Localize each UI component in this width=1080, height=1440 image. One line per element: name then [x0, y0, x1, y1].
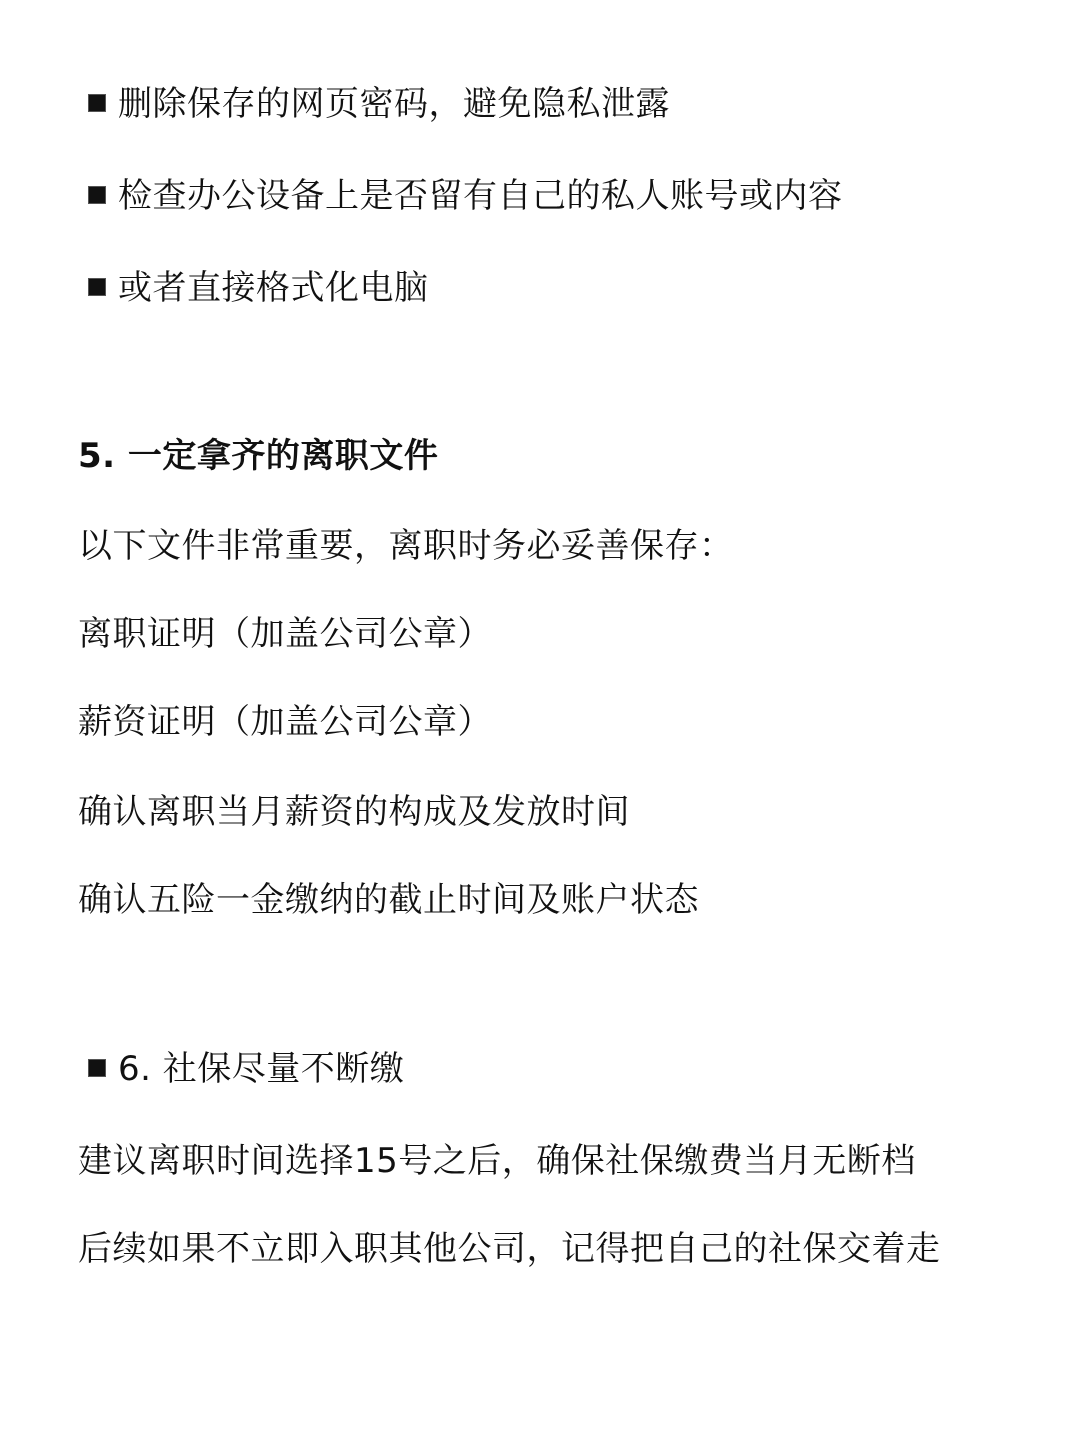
section-6-heading: [88, 1047, 1020, 1091]
section-6-line: 后续如果不立即入职其他公司，记得把自己的社保交着走: [78, 1229, 941, 1269]
section-5-item: 薪资证明（加盖公司公章）: [78, 702, 492, 742]
section-5-item: 确认离职当月薪资的构成及发放时间: [78, 792, 630, 832]
section-5-heading: 5. 一定拿齐的离职文件: [78, 436, 439, 476]
bullet-item: [88, 174, 1020, 218]
bullet-text: 或者直接格式化电脑: [118, 268, 429, 308]
bullet-text: 删除保存的网页密码，避免隐私泄露: [118, 84, 670, 124]
section-5-intro: 以下文件非常重要，离职时务必妥善保存：: [78, 526, 734, 566]
section-6-title: 6. 社保尽量不断缴: [118, 1049, 405, 1089]
bullet-item: [88, 266, 1020, 310]
square-bullet-icon: [88, 186, 106, 204]
section-5-item: 确认五险一金缴纳的截止时间及账户状态: [78, 880, 699, 920]
square-bullet-icon: [88, 1059, 106, 1077]
square-bullet-icon: [88, 278, 106, 296]
square-bullet-icon: [88, 94, 106, 112]
section-6-line: 建议离职时间选择15号之后，确保社保缴费当月无断档: [78, 1141, 916, 1181]
bullet-text: 检查办公设备上是否留有自己的私人账号或内容: [118, 176, 843, 216]
bullet-item: [88, 82, 1020, 126]
section-5-item: 离职证明（加盖公司公章）: [78, 614, 492, 654]
